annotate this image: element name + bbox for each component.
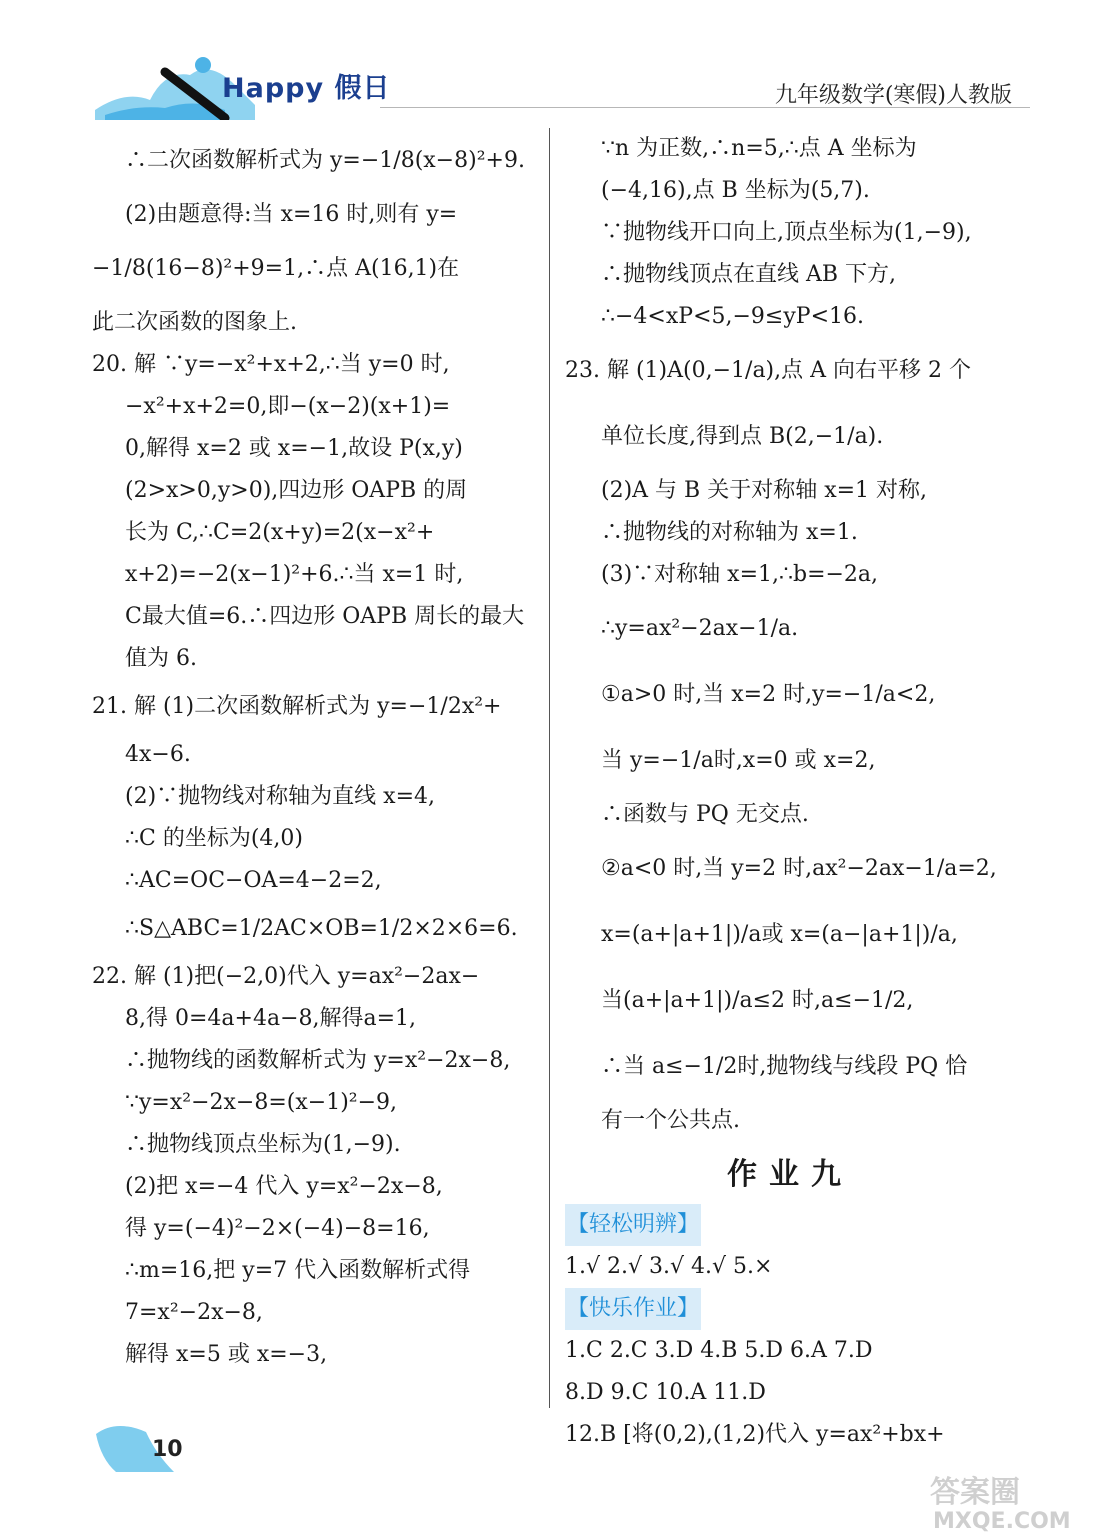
answer-line: 1.√ 2.√ 3.√ 4.√ 5.×: [565, 1254, 773, 1279]
text-line: ∴抛物线的对称轴为 x=1.: [601, 520, 858, 545]
text-line: (2)∵抛物线对称轴为直线 x=4,: [125, 784, 435, 809]
text-line: x=(a+|a+1|)/a或 x=(a−|a+1|)/a,: [601, 922, 958, 947]
text-line: (2>x>0,y>0),四边形 OAPB 的周: [125, 478, 468, 503]
tag-label: 【轻松明辨】: [565, 1204, 701, 1246]
svg-text:MXQE.COM: MXQE.COM: [933, 1509, 1071, 1534]
text-line: 7=x²−2x−8,: [125, 1300, 263, 1325]
question-22-line: 22. 解 (1)把(−2,0)代入 y=ax²−2ax−: [92, 964, 480, 989]
left-column: [92, 128, 538, 1376]
text-line: ∴抛物线顶点坐标为(1,−9).: [125, 1132, 401, 1157]
text-line: ∴y=ax²−2ax−1/a.: [601, 616, 799, 641]
right-column: [565, 128, 1015, 1456]
text-line: −x²+x+2=0,即−(x−2)(x+1)=: [125, 394, 451, 419]
page-number: 10: [152, 1437, 183, 1462]
text-line: 当(a+|a+1|)/a≤2 时,a≤−1/2,: [601, 988, 914, 1013]
text-line: 有一个公共点.: [601, 1108, 740, 1133]
text-line: ①a>0 时,当 x=2 时,y=−1/a<2,: [601, 682, 936, 707]
svg-text:答案圈: 答案圈: [930, 1475, 1020, 1510]
text-line: ∵n 为正数,∴n=5,∴点 A 坐标为: [601, 136, 917, 161]
section-tag: [565, 1204, 1015, 1246]
text-line: 长为 C,∴C=2(x+y)=2(x−x²+: [125, 520, 435, 545]
answer-line: 12.B [将(0,2),(1,2)代入 y=ax²+bx+: [565, 1422, 945, 1447]
text-line: 解得 x=5 或 x=−3,: [125, 1342, 328, 1367]
text-line: 8,得 0=4a+4a−8,解得a=1,: [125, 1006, 417, 1031]
text-line: ∵y=x²−2x−8=(x−1)²−9,: [125, 1090, 398, 1115]
logo: Happy 假日: [222, 73, 391, 104]
text-line: 值为 6.: [125, 646, 197, 671]
text-line: 4x−6.: [125, 742, 191, 767]
text-line: ∴抛物线顶点在直线 AB 下方,: [601, 262, 897, 287]
text-line: ∴−4<xP<5,−9≤yP<16.: [601, 304, 865, 329]
text-line: ∴C 的坐标为(4,0): [125, 826, 303, 851]
text-line: 0,解得 x=2 或 x=−1,故设 P(x,y): [125, 436, 463, 461]
text-line: ∴m=16,把 y=7 代入函数解析式得: [125, 1258, 471, 1283]
text-line: ∴抛物线的函数解析式为 y=x²−2x−8,: [125, 1048, 511, 1073]
text-line: (−4,16),点 B 坐标为(5,7).: [601, 178, 870, 203]
answer-line: 8.D 9.C 10.A 11.D: [565, 1380, 766, 1405]
column-divider: [549, 128, 550, 1408]
text-line: −1/8(16−8)²+9=1,∴点 A(16,1)在: [92, 256, 460, 281]
section-title: 作业九: [727, 1157, 853, 1192]
page-header: [0, 0, 1100, 118]
question-20-line: 20. 解 ∵y=−x²+x+2,∴当 y=0 时,: [92, 352, 450, 377]
text-line: 此二次函数的图象上.: [92, 310, 297, 335]
text-line: (2)由题意得:当 x=16 时,则有 y=: [125, 202, 458, 227]
text-line: ②a<0 时,当 y=2 时,ax²−2ax−1/a=2,: [601, 856, 997, 881]
watermark-logo: [925, 1470, 1095, 1534]
text-line: C最大值=6.∴四边形 OAPB 周长的最大: [125, 604, 525, 629]
text-line: ∴AC=OC−OA=4−2=2,: [125, 868, 382, 893]
text-line: ∴二次函数解析式为 y=−1/8(x−8)²+9.: [125, 148, 525, 173]
text-line: ∵抛物线开口向上,顶点坐标为(1,−9),: [601, 220, 972, 245]
tag-label: 【快乐作业】: [565, 1288, 701, 1330]
text-line: 得 y=(−4)²−2×(−4)−8=16,: [125, 1216, 430, 1241]
book-title: 九年级数学(寒假)人教版: [774, 83, 1012, 108]
section-tag: [565, 1288, 1015, 1330]
answer-line: 1.C 2.C 3.D 4.B 5.D 6.A 7.D: [565, 1338, 873, 1363]
text-line: 单位长度,得到点 B(2,−1/a).: [601, 424, 884, 449]
question-21-line: 21. 解 (1)二次函数解析式为 y=−1/2x²+: [92, 694, 502, 719]
text-line: ∴S△ABC=1/2AC×OB=1/2×2×6=6.: [125, 916, 518, 941]
question-23-line: 23. 解 (1)A(0,−1/a),点 A 向右平移 2 个: [565, 358, 971, 383]
text-line: (2)A 与 B 关于对称轴 x=1 对称,: [601, 478, 928, 503]
text-line: ∴函数与 PQ 无交点.: [601, 802, 809, 827]
text-line: x+2)=−2(x−1)²+6.∴当 x=1 时,: [125, 562, 464, 587]
text-line: (3)∵对称轴 x=1,∴b=−2a,: [601, 562, 879, 587]
text-line: 当 y=−1/a时,x=0 或 x=2,: [601, 748, 876, 773]
text-line: (2)把 x=−4 代入 y=x²−2x−8,: [125, 1174, 443, 1199]
text-line: ∴当 a≤−1/2时,抛物线与线段 PQ 恰: [601, 1054, 968, 1079]
